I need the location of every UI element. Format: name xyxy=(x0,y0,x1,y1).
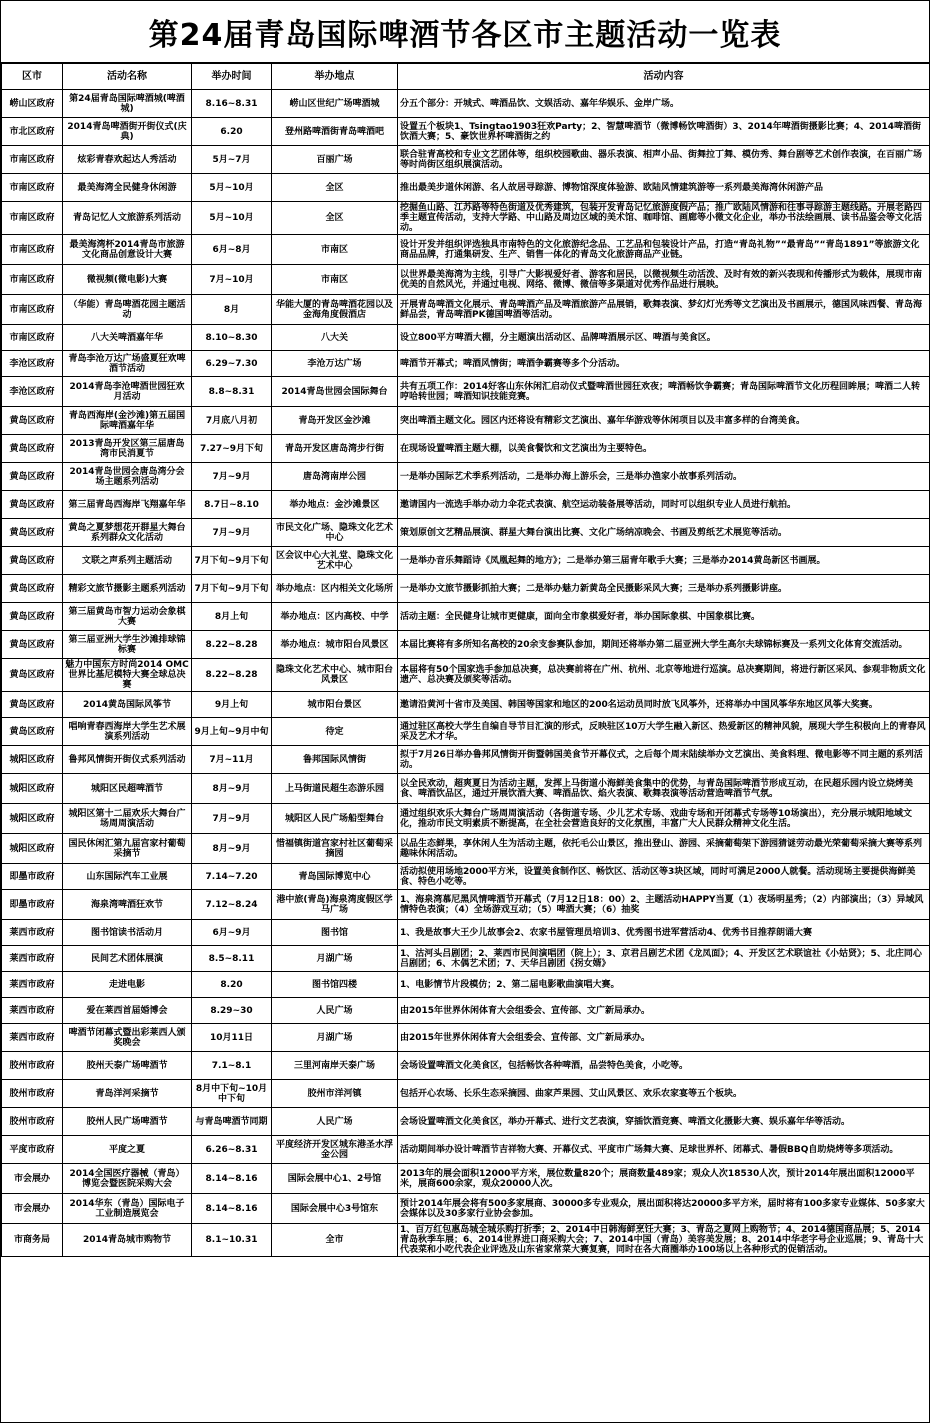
activity-name-cell: 2014青岛李沧啤酒世园狂欢月活动 xyxy=(63,377,192,407)
table-row xyxy=(2,890,930,920)
table-row xyxy=(2,804,930,834)
content-cell: 设计开发并组织评选独具市南特色的文化旅游纪念品、工艺品和包装设计产品，打造“青岛礼物”“最青岛”“青岛1891”等旅游文化商品品牌，打通集研发、生产、销售一体化的青岛文化旅游商品产业链。 xyxy=(398,235,930,265)
activity-name-cell: 2014青岛啤酒街开街仪式(庆典) xyxy=(63,118,192,146)
district-cell: 市会展办 xyxy=(2,1164,63,1194)
venue-cell: 全市 xyxy=(272,1224,398,1257)
header-content: 活动内容 xyxy=(398,64,930,90)
district-cell: 胶州市政府 xyxy=(2,1052,63,1080)
district-cell: 李沧区政府 xyxy=(2,377,63,407)
content-cell: 一是举办音乐舞蹈诗《凤凰起舞的地方》；二是举办第三届青年歌手大赛；三是举办2014黄岛新区书画展。 xyxy=(398,547,930,575)
district-cell: 黄岛区政府 xyxy=(2,692,63,718)
district-cell: 黄岛区政府 xyxy=(2,491,63,519)
table-row xyxy=(2,1194,930,1224)
activity-name-cell: 爱在莱西首届婚博会 xyxy=(63,998,192,1024)
header-time: 举办时间 xyxy=(192,64,272,90)
content-cell: 1、海泉湾慕尼黑风情啤酒节开幕式（7月12日18：00）2、主题活动HAPPY当夏（1）夜场明星秀；（2）内部演出；（3）异域风情特色表演；（4）全场游戏互动；（5）啤酒大赛；（6）抽奖 xyxy=(398,890,930,920)
table-row xyxy=(2,920,930,946)
activity-name-cell: 海泉湾啤酒狂欢节 xyxy=(63,890,192,920)
table-row xyxy=(2,1052,930,1080)
time-cell: 7月~9月 xyxy=(192,804,272,834)
venue-cell: 八大关 xyxy=(272,325,398,351)
district-cell: 市会展办 xyxy=(2,1194,63,1224)
time-cell: 5月~10月 xyxy=(192,202,272,235)
time-cell: 8.5~8.11 xyxy=(192,946,272,972)
content-cell: 以全民欢动，超爽夏日为活动主题，发挥上马街道小海鲜美食集中的优势，与青岛国际啤酒节形成互动，在民超乐园内设立烧烤美食、啤酒饮品区，通过开展饮酒大赛、啤酒品饮、焰火表演、歌舞表演等活动营造啤酒节气氛。 xyxy=(398,774,930,804)
table-row xyxy=(2,90,930,118)
district-cell: 李沧区政府 xyxy=(2,351,63,377)
time-cell: 9月上旬~9月中旬 xyxy=(192,718,272,746)
venue-cell: 青岛国际博览中心 xyxy=(272,864,398,890)
time-cell: 8.10~8.30 xyxy=(192,325,272,351)
activity-name-cell: 啤酒节闭幕式暨出彩莱西人颁奖晚会 xyxy=(63,1024,192,1052)
time-cell: 6月~8月 xyxy=(192,235,272,265)
time-cell: 6.29~7.30 xyxy=(192,351,272,377)
activity-name-cell: 文联之声系列主题活动 xyxy=(63,547,192,575)
activity-name-cell: 最美海湾全民健身休闲游 xyxy=(63,174,192,202)
time-cell: 7月下旬~9月下旬 xyxy=(192,547,272,575)
district-cell: 黄岛区政府 xyxy=(2,603,63,631)
district-cell: 市南区政府 xyxy=(2,146,63,174)
time-cell: 7.14~7.20 xyxy=(192,864,272,890)
content-cell: 活动期间举办设计啤酒节吉祥物大赛、开幕仪式、平度市广场舞大赛、足球世界杯、闭幕式、暑假BBQ自助烧烤等多项活动。 xyxy=(398,1136,930,1164)
header-district: 区市 xyxy=(2,64,63,90)
header-activity-name: 活动名称 xyxy=(63,64,192,90)
activity-name-cell: 第三届亚洲大学生沙滩排球锦标赛 xyxy=(63,631,192,659)
venue-cell: 华能大厦的青岛啤酒花园以及金海角度假酒店 xyxy=(272,295,398,325)
time-cell: 与青岛啤酒节同期 xyxy=(192,1108,272,1136)
table-row xyxy=(2,774,930,804)
district-cell: 胶州市政府 xyxy=(2,1108,63,1136)
district-cell: 崂山区政府 xyxy=(2,90,63,118)
table-row xyxy=(2,998,930,1024)
table-row xyxy=(2,295,930,325)
time-cell: 7月~9月 xyxy=(192,463,272,491)
district-cell: 即墨市政府 xyxy=(2,890,63,920)
activity-name-cell: 图书馆读书活动月 xyxy=(63,920,192,946)
district-cell: 市南区政府 xyxy=(2,295,63,325)
district-cell: 市北区政府 xyxy=(2,118,63,146)
page-title: 第24届青岛国际啤酒节各区市主题活动一览表 xyxy=(1,1,929,63)
content-cell: 联合驻青高校和专业文艺团体等，组织校园歌曲、器乐表演、相声小品、街舞拉丁舞、模仿秀、舞台剧等艺术创作表演，在百丽广场等时尚街区组织展演活动。 xyxy=(398,146,930,174)
district-cell: 市南区政府 xyxy=(2,235,63,265)
venue-cell: 人民广场 xyxy=(272,1108,398,1136)
time-cell: 8月中下旬~10月中下旬 xyxy=(192,1080,272,1108)
content-cell: 会场设置啤酒文化美食区，包括畅饮各种啤酒，品尝特色美食，小吃等。 xyxy=(398,1052,930,1080)
time-cell: 6月~9月 xyxy=(192,920,272,946)
district-cell: 莱西市政府 xyxy=(2,1024,63,1052)
activity-name-cell: 炫彩青春欢起达人秀活动 xyxy=(63,146,192,174)
venue-cell: 全区 xyxy=(272,174,398,202)
time-cell: 8月~9月 xyxy=(192,774,272,804)
activity-name-cell: 胶州人民广场啤酒节 xyxy=(63,1108,192,1136)
table-row xyxy=(2,746,930,774)
venue-cell: 图书馆四楼 xyxy=(272,972,398,998)
venue-cell: 全区 xyxy=(272,202,398,235)
venue-cell: 平度经济开发区城东港圣水浮金公园 xyxy=(272,1136,398,1164)
venue-cell: 国际会展中心3号馆东 xyxy=(272,1194,398,1224)
activity-name-cell: 青岛李沧万达广场盛夏狂欢啤酒节活动 xyxy=(63,351,192,377)
venue-cell: 崂山区世纪广场啤酒城 xyxy=(272,90,398,118)
table-row xyxy=(2,547,930,575)
table-row xyxy=(2,351,930,377)
activity-name-cell: 微视频(微电影)大赛 xyxy=(63,265,192,295)
venue-cell: 唐岛湾南岸公园 xyxy=(272,463,398,491)
time-cell: 5月~10月 xyxy=(192,174,272,202)
table-row xyxy=(2,463,930,491)
time-cell: 10月11日 xyxy=(192,1024,272,1052)
venue-cell: 百丽广场 xyxy=(272,146,398,174)
time-cell: 7.27~9月下旬 xyxy=(192,435,272,463)
activity-name-cell: 2014青岛世园会唐岛湾分会场主题系列活动 xyxy=(63,463,192,491)
activity-name-cell: 黄岛之夏梦想花开群星大舞台系列群众文化活动 xyxy=(63,519,192,547)
content-cell: 一是举办文旅节摄影抓拍大赛；二是举办魅力新黄岛全民摄影采风大赛；三是举办系列摄影讲座。 xyxy=(398,575,930,603)
table-row xyxy=(2,1024,930,1052)
content-cell: 分五个部分：开城式、啤酒品饮、文娱活动、嘉年华娱乐、金岸广场。 xyxy=(398,90,930,118)
district-cell: 莱西市政府 xyxy=(2,998,63,1024)
activity-name-cell: 鲁邦风情街开街仪式系列活动 xyxy=(63,746,192,774)
time-cell: 8.22~8.28 xyxy=(192,631,272,659)
content-cell: 啤酒节开幕式；啤酒风情街；啤酒争霸赛等多个分活动。 xyxy=(398,351,930,377)
time-cell: 7月~9月 xyxy=(192,519,272,547)
district-cell: 市商务局 xyxy=(2,1224,63,1257)
content-cell: 2013年的展会面积12000平方米，展位数量820个；展商数量489家；观众人次18530人次，预计2014年展出面积12000平米，展商600余家，观众20000人次。 xyxy=(398,1164,930,1194)
venue-cell: 鲁邦国际风情街 xyxy=(272,746,398,774)
content-cell: 1、电影情节片段模仿；2、第二届电影歌曲演唱大赛。 xyxy=(398,972,930,998)
activity-name-cell: 胶州天泰广场啤酒节 xyxy=(63,1052,192,1080)
activity-name-cell: 民间艺术团体展演 xyxy=(63,946,192,972)
table-row xyxy=(2,834,930,864)
table-row xyxy=(2,603,930,631)
table-row xyxy=(2,325,930,351)
activity-name-cell: 精彩文旅节摄影主题系列活动 xyxy=(63,575,192,603)
district-cell: 市南区政府 xyxy=(2,174,63,202)
content-cell: 邀请沿黄河十省市及美国、韩国等国家和地区的200名运动员同时放飞风筝外，还将举办中国风筝华东地区风筝大奖赛。 xyxy=(398,692,930,718)
time-cell: 7月底八月初 xyxy=(192,407,272,435)
time-cell: 7月下旬~9月下旬 xyxy=(192,575,272,603)
content-cell: 推出最美步道休闲游、名人故居寻踪游、博物馆深度体验游、欧陆风情建筑游等一系列最美海湾休闲游产品 xyxy=(398,174,930,202)
time-cell: 9月上旬 xyxy=(192,692,272,718)
activity-name-cell: 第三届黄岛市智力运动会象棋大赛 xyxy=(63,603,192,631)
content-cell: 本届将有50个国家选手参加总决赛，总决赛前将在广州、杭州、北京等地进行巡演。总决赛期间，将进行新区采风、参观非物质文化遗产、总决赛及颁奖等活动。 xyxy=(398,659,930,692)
activity-name-cell: （华能）青岛啤酒花园主题活动 xyxy=(63,295,192,325)
content-cell: 挖掘鱼山路、江苏路等特色街道及优秀建筑，包装开发青岛记忆旅游度假产品；推广欧陆风情游和往事寻踪游主题线路。开展老路四季主题宣传活动，支持大学路、中山路及周边区域的美术馆、咖啡馆、画廊等小微文化企业，举办书法绘画展、读书品鉴会等文化活动。 xyxy=(398,202,930,235)
district-cell: 黄岛区政府 xyxy=(2,463,63,491)
table-body xyxy=(2,90,930,1257)
district-cell: 市南区政府 xyxy=(2,265,63,295)
table-row xyxy=(2,1224,930,1257)
content-cell: 包括开心农场、长乐生态采摘园、曲家芦果园、艾山风景区、欢乐农家宴等五个板块。 xyxy=(398,1080,930,1108)
content-cell: 设立800平方啤酒大棚，分主题演出活动区、品牌啤酒展示区、啤酒与美食区。 xyxy=(398,325,930,351)
table-row xyxy=(2,1164,930,1194)
content-cell: 1、我是故事大王少儿故事会2、农家书屋管理员培训3、优秀图书进军营活动4、优秀书目推荐朗诵大赛 xyxy=(398,920,930,946)
activity-name-cell: 2014全国医疗器械（青岛）博览会暨医院采购大会 xyxy=(63,1164,192,1194)
activity-name-cell: 平度之夏 xyxy=(63,1136,192,1164)
content-cell: 开展青岛啤酒文化展示、青岛啤酒产品及啤酒旅游产品展销，歌舞表演、梦幻灯光秀等文艺演出及书画展示，德国风味西餐、青岛海鲜品尝，青岛啤酒PK德国啤酒等活动。 xyxy=(398,295,930,325)
district-cell: 莱西市政府 xyxy=(2,972,63,998)
district-cell: 黄岛区政府 xyxy=(2,407,63,435)
activity-name-cell: 魅力中国东方时尚2014 OMC世界比基尼模特大赛全球总决赛 xyxy=(63,659,192,692)
activity-name-cell: 2014黄岛国际风筝节 xyxy=(63,692,192,718)
time-cell: 7月~10月 xyxy=(192,265,272,295)
venue-cell: 港中旅(青岛)海泉湾度假区学马广场 xyxy=(272,890,398,920)
table-row xyxy=(2,202,930,235)
content-cell: 由2015年世界休闲体育大会组委会、宣传部、文广新局承办。 xyxy=(398,1024,930,1052)
venue-cell: 胶州市洋河镇 xyxy=(272,1080,398,1108)
venue-cell: 举办地点：区内相关文化场所 xyxy=(272,575,398,603)
venue-cell: 人民广场 xyxy=(272,998,398,1024)
venue-cell: 市南区 xyxy=(272,265,398,295)
venue-cell: 上马街道民超生态游乐园 xyxy=(272,774,398,804)
time-cell: 8.16~8.31 xyxy=(192,90,272,118)
district-cell: 城阳区政府 xyxy=(2,774,63,804)
table-row xyxy=(2,435,930,463)
district-cell: 市南区政府 xyxy=(2,202,63,235)
content-cell: 以世界最美海湾为主线，引导广大影视爱好者、游客和居民，以微视频生动活泼、及时有效的新兴表现和传播形式为载体，展现市南优美的自然风光，并通过电视、网络、微博、微信等多渠道对优秀作品进行展映。 xyxy=(398,265,930,295)
time-cell: 8.14~8.16 xyxy=(192,1194,272,1224)
activity-name-cell: 2013青岛开发区第三届唐岛湾市民消夏节 xyxy=(63,435,192,463)
district-cell: 黄岛区政府 xyxy=(2,519,63,547)
table-row xyxy=(2,692,930,718)
table-row xyxy=(2,1080,930,1108)
venue-cell: 2014青岛世园会国际舞台 xyxy=(272,377,398,407)
table-row xyxy=(2,235,930,265)
venue-cell: 待定 xyxy=(272,718,398,746)
content-cell: 以品生态鲜果，享休闲人生为活动主题，依托毛公山景区，推出登山、游园、采摘葡萄架下游园猜谜劳动最光荣葡萄采摘大赛等系列趣味休闲活动。 xyxy=(398,834,930,864)
table-row xyxy=(2,146,930,174)
table-row xyxy=(2,659,930,692)
table-row xyxy=(2,631,930,659)
time-cell: 8月上旬 xyxy=(192,603,272,631)
content-cell: 1、沽河头吕剧团；2、莱西市民间演唱团（院上）；3、京君吕剧艺术团《龙凤面》；4、开发区艺术联谊社《小姑贤》；5、北庄同心吕剧团；6、木偶艺术团；7、天华吕剧团《拐女婿》 xyxy=(398,946,930,972)
content-cell: 1、百万红包惠岛城全城乐购打折季；2、2014中日韩海鲜烹饪大赛；3、青岛之夏网上购物节；4、2014德国商品展；5、2014青岛秋季车展；6、2014世界进口商采购大会；7、2014中国（青岛）美容美发展；8、2014中华老字号企业巡展；9、青岛十大代表菜和小吃代表企业评选及山东省家常菜大赛复赛，同时在各大商圈举办100场以上各种形式的促销活动。 xyxy=(398,1224,930,1257)
content-cell: 共有五项工作：2014好客山东休闲汇启动仪式暨啤酒世园狂欢夜；啤酒畅饮争霸赛；青岛国际啤酒节文化历程回眸展；啤酒二人转哼哈转世园；啤酒知识技能竞赛。 xyxy=(398,377,930,407)
table-row xyxy=(2,972,930,998)
table-row xyxy=(2,718,930,746)
activity-name-cell: 八大关啤酒嘉年华 xyxy=(63,325,192,351)
table-row xyxy=(2,575,930,603)
time-cell: 7.1~8.1 xyxy=(192,1052,272,1080)
activity-name-cell: 唱响青春西海岸大学生艺术展演系列活动 xyxy=(63,718,192,746)
venue-cell: 月湖广场 xyxy=(272,1024,398,1052)
time-cell: 6.26~8.31 xyxy=(192,1136,272,1164)
activity-name-cell: 青岛西海岸(金沙滩)第五届国际啤酒嘉年华 xyxy=(63,407,192,435)
venue-cell: 市民文化广场、隐珠文化艺术中心 xyxy=(272,519,398,547)
table-header-row xyxy=(2,64,930,90)
venue-cell: 登州路啤酒街青岛啤酒吧 xyxy=(272,118,398,146)
content-cell: 会场设置啤酒文化美食区，举办开幕式、进行文艺表演，穿插饮酒竞赛、啤酒文化摄影大赛、娱乐嘉年华等活动。 xyxy=(398,1108,930,1136)
table-row xyxy=(2,265,930,295)
table-row xyxy=(2,118,930,146)
time-cell: 5月~7月 xyxy=(192,146,272,174)
activity-name-cell: 青岛洋河采摘节 xyxy=(63,1080,192,1108)
activity-name-cell: 国民休闲汇第九届宫家村葡萄采摘节 xyxy=(63,834,192,864)
time-cell: 8.22~8.28 xyxy=(192,659,272,692)
district-cell: 黄岛区政府 xyxy=(2,659,63,692)
table-row xyxy=(2,1136,930,1164)
venue-cell: 城阳区人民广场船型舞台 xyxy=(272,804,398,834)
content-cell: 设置五个板块1、Tsingtao1903狂欢Party；2、智慧啤酒节（微博畅饮啤酒街）3、2014年啤酒街摄影比赛；4、2014啤酒街饮酒大赛；5、豪饮世界杯啤酒街之约 xyxy=(398,118,930,146)
time-cell: 7.12~8.24 xyxy=(192,890,272,920)
activity-name-cell: 走进电影 xyxy=(63,972,192,998)
venue-cell: 举办地点：区内高校、中学 xyxy=(272,603,398,631)
content-cell: 通过组织欢乐大舞台广场周周演活动（各街道专场、少儿艺术专场、戏曲专场和开闭幕式专场等10场演出），充分展示城阳地域文化，推动市民文明素质不断提高，在全社会营造良好的文化氛围，丰富广大人民群众精神文化生活。 xyxy=(398,804,930,834)
activity-name-cell: 2014青岛城市购物节 xyxy=(63,1224,192,1257)
venue-cell: 隐珠文化艺术中心、城市阳台风景区 xyxy=(272,659,398,692)
content-cell: 预计2014年展会将有500多家展商、30000多专业观众，展出面积将达20000多平方米，届时将有100多家专业媒体、50多家大会媒体以及30多家行业协会参加。 xyxy=(398,1194,930,1224)
district-cell: 莱西市政府 xyxy=(2,946,63,972)
table-row xyxy=(2,1108,930,1136)
district-cell: 平度市政府 xyxy=(2,1136,63,1164)
header-venue: 举办地点 xyxy=(272,64,398,90)
activity-name-cell: 2014华东（青岛）国际电子工业制造展览会 xyxy=(63,1194,192,1224)
venue-cell: 惜福镇街道宫家村社区葡萄采摘园 xyxy=(272,834,398,864)
district-cell: 莱西市政府 xyxy=(2,920,63,946)
district-cell: 城阳区政府 xyxy=(2,746,63,774)
activity-name-cell: 第24届青岛国际啤酒城(啤酒城) xyxy=(63,90,192,118)
table-row xyxy=(2,377,930,407)
time-cell: 8.20 xyxy=(192,972,272,998)
activity-name-cell: 青岛记忆人文旅游系列活动 xyxy=(63,202,192,235)
activity-name-cell: 山东国际汽车工业展 xyxy=(63,864,192,890)
venue-cell: 国际会展中心1、2号馆 xyxy=(272,1164,398,1194)
table-row xyxy=(2,491,930,519)
venue-cell: 举办地点：城市阳台风景区 xyxy=(272,631,398,659)
venue-cell: 区会议中心大礼堂、隐珠文化艺术中心 xyxy=(272,547,398,575)
district-cell: 城阳区政府 xyxy=(2,804,63,834)
content-cell: 一是举办国际艺术季系列活动，二是举办海上游乐会，三是举办渔家小故事系列活动。 xyxy=(398,463,930,491)
content-cell: 邀请国内一流选手举办动力伞花式表演、航空运动装备展等活动，同时可以组织专业人员进行航拍。 xyxy=(398,491,930,519)
district-cell: 市南区政府 xyxy=(2,325,63,351)
content-cell: 由2015年世界休闲体育大会组委会、宣传部、文广新局承办。 xyxy=(398,998,930,1024)
table-row xyxy=(2,946,930,972)
time-cell: 8月~9月 xyxy=(192,834,272,864)
time-cell: 6.20 xyxy=(192,118,272,146)
content-cell: 活动主题：全民健身让城市更健康，面向全市象棋爱好者，举办国际象棋、中国象棋比赛。 xyxy=(398,603,930,631)
activity-name-cell: 第三届青岛西海岸飞翔嘉年华 xyxy=(63,491,192,519)
table-row xyxy=(2,174,930,202)
time-cell: 8.1~10.31 xyxy=(192,1224,272,1257)
content-cell: 策划原创文艺精品展演、群星大舞台演出比赛、文化广场纳凉晚会、书画及剪纸艺术展览等活动。 xyxy=(398,519,930,547)
venue-cell: 青岛开发区金沙滩 xyxy=(272,407,398,435)
district-cell: 城阳区政府 xyxy=(2,834,63,864)
table-row xyxy=(2,864,930,890)
activity-table xyxy=(1,63,930,1257)
venue-cell: 李沧万达广场 xyxy=(272,351,398,377)
venue-cell: 举办地点：金沙滩景区 xyxy=(272,491,398,519)
content-cell: 拟于7月26日举办鲁邦风情街开街暨韩国美食节开幕仪式，之后每个周末陆续举办文艺演出、美食料理、微电影等不同主题的系列活动。 xyxy=(398,746,930,774)
time-cell: 7月~11月 xyxy=(192,746,272,774)
table-row xyxy=(2,519,930,547)
content-cell: 突出啤酒主题文化。园区内还将设有精彩文艺演出、嘉年华游戏等休闲项目以及丰富多样的台湾美食。 xyxy=(398,407,930,435)
content-cell: 通过驻区高校大学生自编自导节目汇演的形式，反映驻区10万大学生融入新区、热爱新区的精神风貌，展现大学生积极向上的青春风采及艺术才华。 xyxy=(398,718,930,746)
time-cell: 8.14~8.16 xyxy=(192,1164,272,1194)
venue-cell: 青岛开发区唐岛湾步行街 xyxy=(272,435,398,463)
table-row xyxy=(2,407,930,435)
time-cell: 8月 xyxy=(192,295,272,325)
time-cell: 8.8~8.31 xyxy=(192,377,272,407)
time-cell: 8.7日~8.10 xyxy=(192,491,272,519)
content-cell: 活动拟使用场地2000平方米，设置美食制作区、畅饮区、活动区等3块区域，同时可满足2000人就餐。活动现场主要提供海鲜美食、特色小吃等。 xyxy=(398,864,930,890)
venue-cell: 三里河南岸天泰广场 xyxy=(272,1052,398,1080)
district-cell: 黄岛区政府 xyxy=(2,718,63,746)
content-cell: 在现场设置啤酒主题大棚，以美食餐饮和文艺演出为主要特色。 xyxy=(398,435,930,463)
district-cell: 胶州市政府 xyxy=(2,1080,63,1108)
activity-name-cell: 城阳区民超啤酒节 xyxy=(63,774,192,804)
venue-cell: 月湖广场 xyxy=(272,946,398,972)
district-cell: 黄岛区政府 xyxy=(2,575,63,603)
time-cell: 8.29~30 xyxy=(192,998,272,1024)
district-cell: 黄岛区政府 xyxy=(2,631,63,659)
content-cell: 本届比赛将有多所知名高校的20余支参赛队参加，期间还将举办第二届亚洲大学生高尔夫球锦标赛及一系列文化体育交流活动。 xyxy=(398,631,930,659)
district-cell: 黄岛区政府 xyxy=(2,435,63,463)
district-cell: 黄岛区政府 xyxy=(2,547,63,575)
venue-cell: 图书馆 xyxy=(272,920,398,946)
activity-name-cell: 最美海湾杯2014青岛市旅游文化商品创意设计大赛 xyxy=(63,235,192,265)
district-cell: 即墨市政府 xyxy=(2,864,63,890)
activity-name-cell: 城阳区第十二届欢乐大舞台广场周周演活动 xyxy=(63,804,192,834)
venue-cell: 城市阳台景区 xyxy=(272,692,398,718)
venue-cell: 市南区 xyxy=(272,235,398,265)
